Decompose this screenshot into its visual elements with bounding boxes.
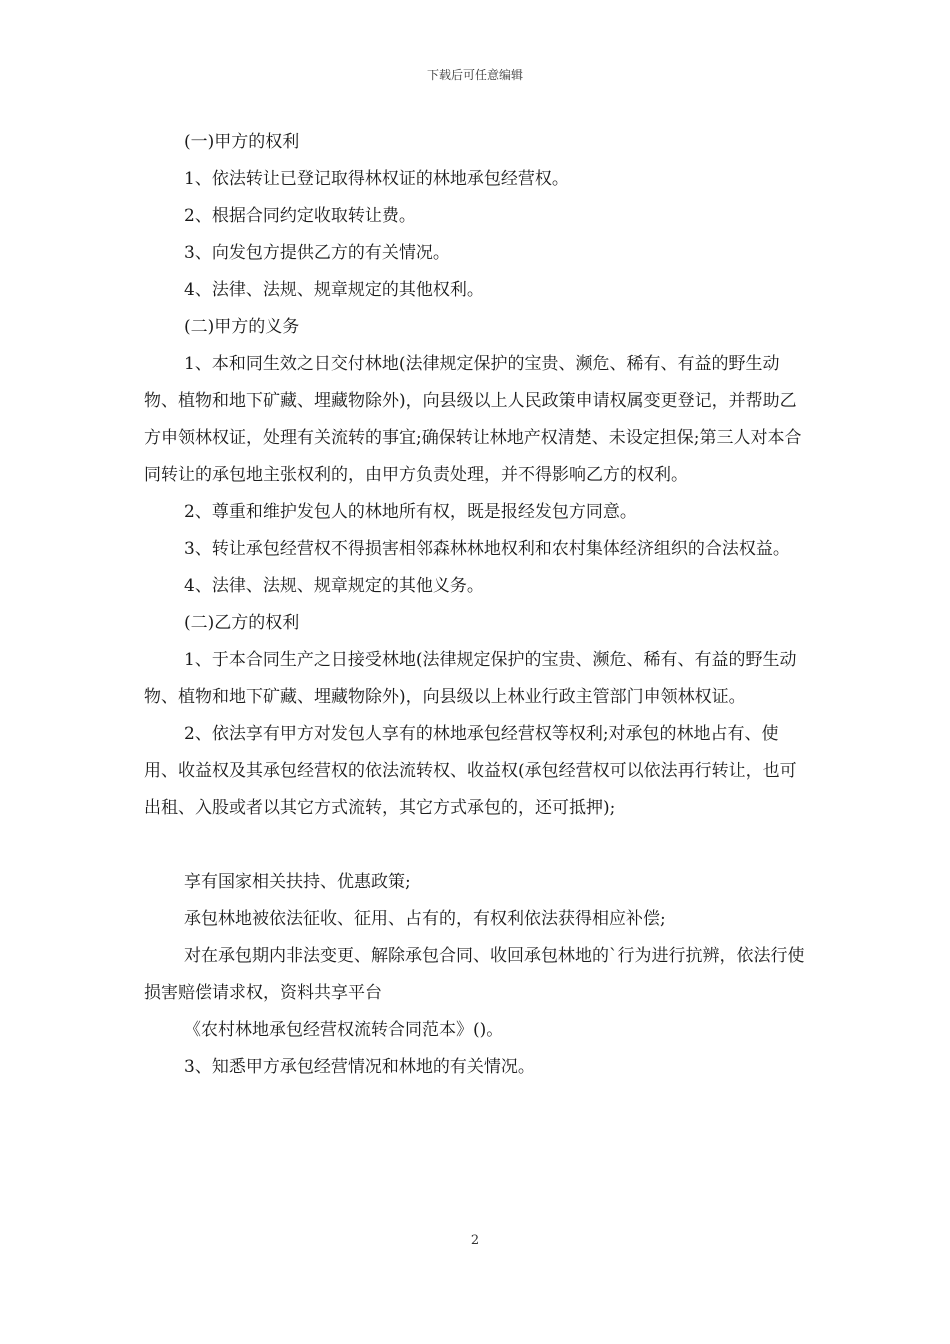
paragraph: 2、依法享有甲方对发包人享有的林地承包经营权等权利;对承包的林地占有、使用、收益权及其承包经营权的依法流转权、收益权(承包经营权可以依法再行转让，也可出租、入股或者以其它方式流转，其它方式承包的，还可抵押); <box>144 724 797 818</box>
paragraph: 1、本和同生效之日交付林地(法律规定保护的宝贵、濒危、稀有、有益的野生动物、植物和地下矿藏、埋藏物除外)，向县级以上人民政策申请权属变更登记，并帮助乙方申领林权证，处理有关流转的事宜;确保转让林地产权清楚、未设定担保;第三人对本合同转让的承包地主张权利的，由甲方负责处理，并不得影响乙方的权利。 <box>144 354 802 485</box>
paragraph: 4、法律、法规、规章规定的其他权利。 <box>184 280 484 300</box>
page-number: 2 <box>470 1233 480 1248</box>
paragraph: 3、转让承包经营权不得损害相邻森林林地权利和农村集体经济组织的合法权益。 <box>184 539 790 559</box>
paragraph: 2、根据合同约定收取转让费。 <box>184 206 416 226</box>
section-heading: (二)乙方的权利 <box>184 613 300 633</box>
document-body <box>144 124 808 1086</box>
paragraph: 1、于本合同生产之日接受林地(法律规定保护的宝贵、濒危、稀有、有益的野生动物、植物和地下矿藏、埋藏物除外)，向县级以上林业行政主管部门申领林权证。 <box>144 650 797 707</box>
paragraph: 《农村林地承包经营权流转合同范本》()。 <box>184 1020 504 1040</box>
paragraph: 1、依法转让已登记取得林权证的林地承包经营权。 <box>184 169 569 189</box>
paragraph: 3、知悉甲方承包经营情况和林地的有关情况。 <box>184 1057 535 1077</box>
page-header: 下载后可任意编辑 <box>426 68 523 82</box>
paragraph: 2、尊重和维护发包人的林地所有权，既是报经发包方同意。 <box>184 502 637 522</box>
paragraph: 4、法律、法规、规章规定的其他义务。 <box>184 576 484 596</box>
paragraph: 3、向发包方提供乙方的有关情况。 <box>184 243 450 263</box>
blank-line <box>144 827 808 864</box>
paragraph: 对在承包期内非法变更、解除承包合同、收回承包林地的`行为进行抗辨，依法行使损害赔偿请求权，资料共享平台 <box>144 946 805 1003</box>
section-heading: (一)甲方的权利 <box>184 132 300 152</box>
paragraph: 享有国家相关扶持、优惠政策; <box>184 872 411 892</box>
section-heading: (二)甲方的义务 <box>184 317 300 337</box>
paragraph: 承包林地被依法征收、征用、占有的，有权利依法获得相应补偿; <box>184 909 666 929</box>
